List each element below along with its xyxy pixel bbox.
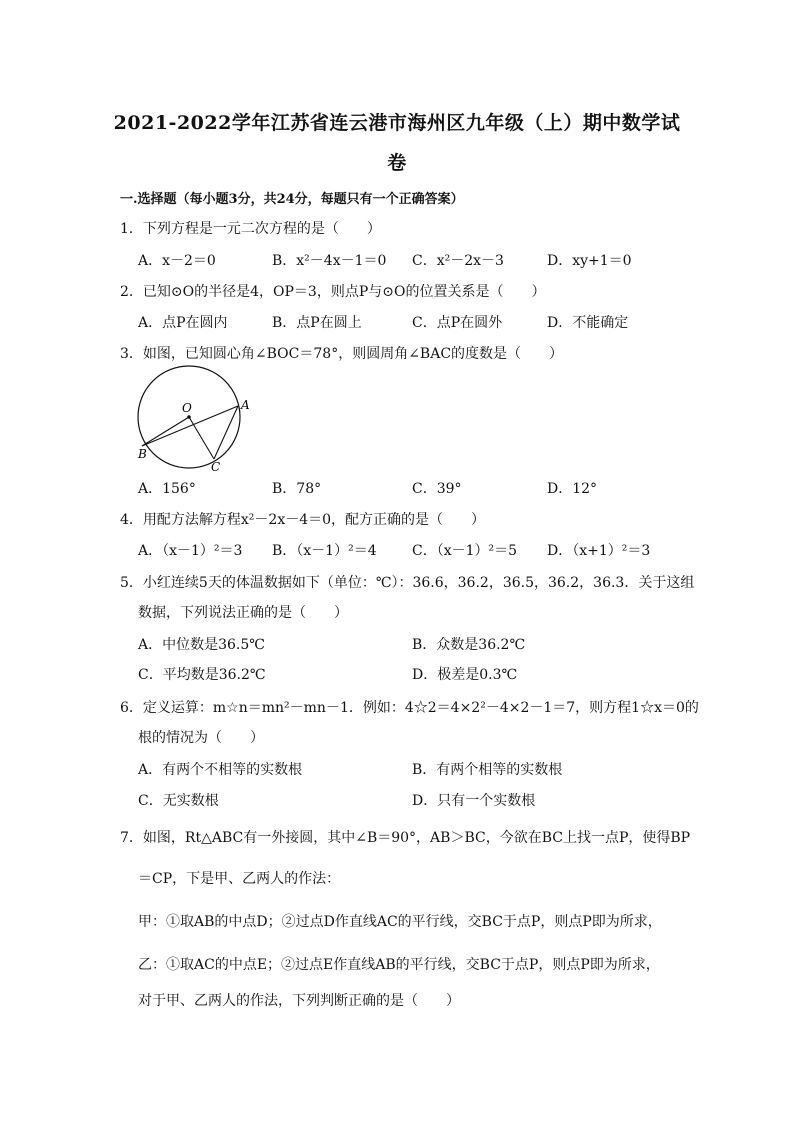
question-4-stem: 4．用配方法解方程x²－2x－4＝0，配方正确的是（ ） [120, 512, 486, 528]
label-c: C [211, 460, 221, 474]
q3-option-c: C．39° [412, 481, 462, 497]
segment-ob [142, 417, 189, 446]
question-7-stem-line-1: 7．如图，Rt△ABC有一外接圆，其中∠B＝90°，AB＞BC，今欲在BC上找一点P，使得BP [120, 830, 691, 846]
question-5-stem-line-2: 数据，下列说法正确的是（ ） [138, 605, 348, 621]
label-a: A [241, 398, 250, 412]
q6-option-c: C．无实数根 [138, 793, 219, 809]
q2-option-d: D．不能确定 [547, 315, 629, 331]
segment-oc [189, 417, 214, 459]
q6-option-a: A．有两个不相等的实数根 [138, 762, 303, 778]
q1-option-a: A．x－2＝0 [138, 253, 216, 269]
exam-title-line-1: 2021-2022学年江苏省连云港市海州区九年级（上）期中数学试 [113, 112, 681, 134]
q4-option-d: D．（x+1）²＝3 [547, 543, 651, 559]
q3-option-d: D．12° [547, 481, 598, 497]
q1-option-b: B．x²－4x－1＝0 [272, 253, 387, 269]
q2-option-c: C．点P在圆外 [412, 315, 503, 331]
q6-option-b: B．有两个相等的实数根 [412, 762, 563, 778]
question-2-stem: 2．已知⊙O的半径是4，OP＝3，则点P与⊙O的位置关系是（ ） [120, 284, 546, 300]
circle-figure [130, 362, 260, 474]
question-3-stem: 3．如图，已知圆心角∠BOC＝78°，则圆周角∠BAC的度数是（ ） [120, 346, 564, 362]
q2-option-b: B．点P在圆上 [272, 315, 362, 331]
question-6-stem-line-2: 根的情况为（ ） [138, 730, 264, 746]
q1-option-c: C．x²－2x－3 [412, 253, 504, 269]
center-point [187, 415, 191, 419]
question-5-stem-line-1: 5．小红连续5天的体温数据如下（单位：℃）：36.6，36.2，36.5，36.2，36.3．关于这组 [120, 575, 695, 591]
section-heading: 一.选择题（每小题3分，共24分，每题只有一个正确答案） [120, 192, 464, 207]
q5-option-b: B．众数是36.2℃ [412, 637, 526, 653]
q5-option-c: C．平均数是36.2℃ [138, 667, 266, 683]
question-7-stem-line-5: 对于甲、乙两人的作法，下列判断正确的是（ ） [138, 993, 460, 1009]
q6-option-d: D．只有一个实数根 [412, 793, 536, 809]
question-6-stem-line-1: 6．定义运算：m☆n＝mn²－mn－1．例如：4☆2＝4×2²－4×2－1＝7，则方程1☆x＝0的 [120, 700, 699, 716]
q2-option-a: A．点P在圆内 [138, 315, 228, 331]
q1-option-d: D．xy+1＝0 [547, 253, 632, 269]
question-7-method-jia: 甲：①取AB的中点D；②过点D作直线AC的平行线，交BC于点P，则点P即为所求， [138, 914, 662, 930]
q3-option-b: B．78° [272, 481, 322, 497]
label-b: B [138, 447, 147, 461]
q5-option-d: D．极差是0.3℃ [412, 667, 518, 683]
label-o: O [182, 401, 192, 415]
q4-option-c: C．（x－1）²＝5 [412, 543, 518, 559]
question-7-stem-line-2: ＝CP，下是甲、乙两人的作法： [138, 871, 341, 887]
question-1-stem: 1．下列方程是一元二次方程的是（ ） [120, 221, 381, 237]
q5-option-a: A．中位数是36.5℃ [138, 637, 265, 653]
q4-option-a: A．（x－1）²＝3 [138, 543, 243, 559]
q3-option-a: A．156° [138, 481, 196, 497]
q4-option-b: B．（x－1）²＝4 [272, 543, 377, 559]
question-7-method-yi: 乙：①取AC的中点E；②过点E作直线AB的平行线，交BC于点P，则点P即为所求， [138, 957, 660, 973]
exam-title-line-2: 卷 [387, 152, 407, 174]
